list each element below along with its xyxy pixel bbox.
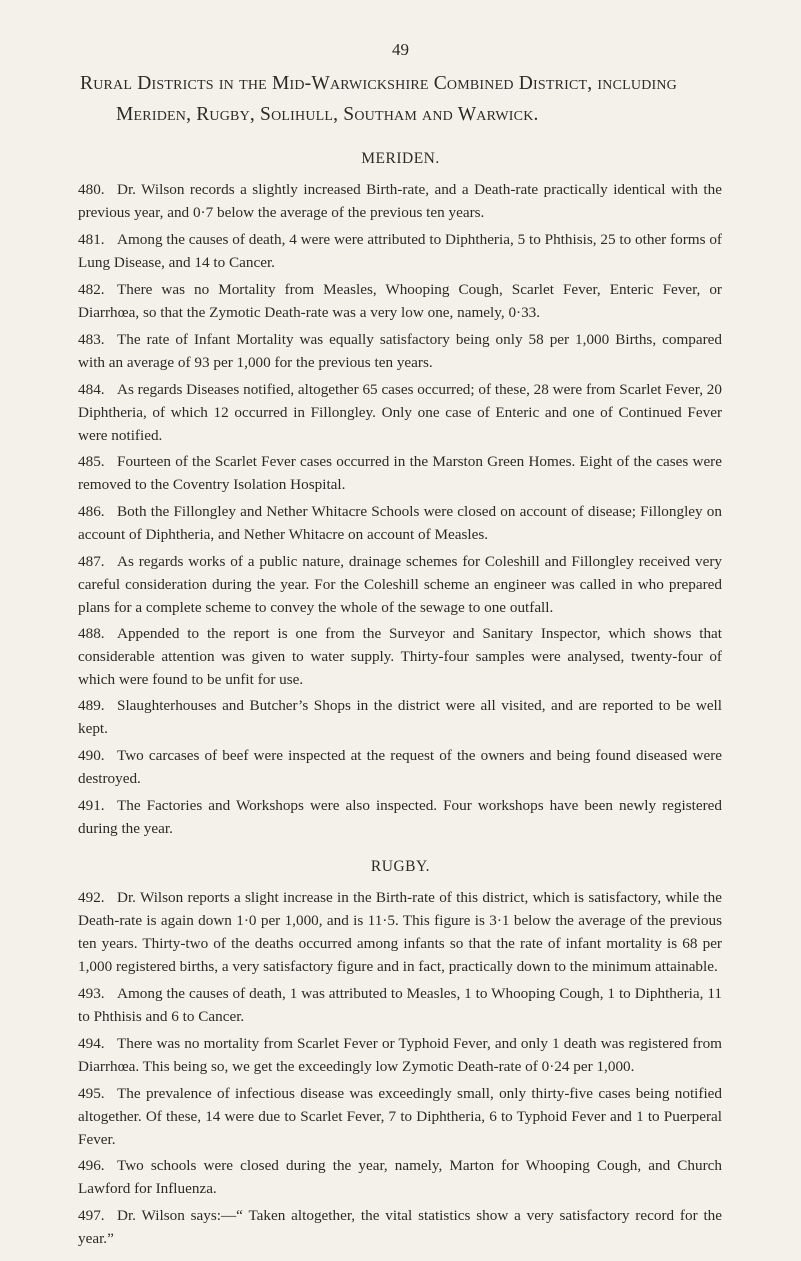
paragraph-number: 483. xyxy=(78,331,105,348)
paragraph-text: As regards Diseases notified, altogether 65 cases occurred; of these, 28 were from Scarlet Fever, 20 Diphtheria, of which 12 occurred in Fillongley. Only one case of Enteric and one of Continued Fever were notified. xyxy=(78,381,722,444)
header-line-1: Rural Districts in the Mid-Warwickshire Combined District, including xyxy=(80,73,677,94)
paragraph-493 xyxy=(78,982,722,1028)
paragraph-490 xyxy=(78,744,722,790)
section-title-meriden: MERIDEN. xyxy=(361,150,440,167)
paragraph-text: Among the causes of death, 4 were were attributed to Diphtheria, 5 to Phthisis, 25 to other forms of Lung Disease, and 14 to Cancer. xyxy=(78,231,722,271)
paragraph-number: 481. xyxy=(78,231,105,248)
paragraph-text: The prevalence of infectious disease was exceedingly small, only thirty-five cases being notified altogether. Of these, 14 were due to Scarlet Fever, 7 to Diphtheria, 6 to Typhoid Fever and 1 to Puerperal Fever. xyxy=(78,1085,722,1148)
paragraph-text: Fourteen of the Scarlet Fever cases occurred in the Marston Green Homes. Eight of the cases were removed to the Coventry Isolation Hospital. xyxy=(78,453,722,493)
paragraph-485 xyxy=(78,450,722,496)
paragraph-492 xyxy=(78,886,722,978)
paragraph-text: Both the Fillongley and Nether Whitacre Schools were closed on account of disease; Fillongley on account of Diphtheria, and Nether Whitacre on account of Measles. xyxy=(78,503,722,543)
paragraph-text: There was no mortality from Scarlet Fever or Typhoid Fever, and only 1 death was registered from Diarrhœa. This being so, we get the exceedingly low Zymotic Death-rate of 0·24 per 1,000. xyxy=(78,1035,722,1075)
paragraph-text: Slaughterhouses and Butcher’s Shops in the district were all visited, and are reported to be well kept. xyxy=(78,697,722,737)
header-line-2: Meriden, Rugby, Solihull, Southam and Warwick. xyxy=(116,104,539,125)
paragraph-484 xyxy=(78,378,722,447)
paragraph-number: 482. xyxy=(78,281,105,298)
paragraph-486 xyxy=(78,500,722,546)
paragraph-491 xyxy=(78,794,722,840)
paragraph-496 xyxy=(78,1154,722,1200)
paragraph-text: Dr. Wilson records a slightly increased Birth-rate, and a Death-rate practically identical with the previous year, and 0·7 below the average of the previous ten years. xyxy=(78,181,722,221)
paragraph-494 xyxy=(78,1032,722,1078)
paragraph-497 xyxy=(78,1204,722,1250)
paragraph-number: 489. xyxy=(78,697,105,714)
paragraph-number: 495. xyxy=(78,1085,105,1102)
paragraph-text: Dr. Wilson says:—“ Taken altogether, the vital statistics show a very satisfactory record for the year.” xyxy=(78,1207,722,1247)
paragraph-487 xyxy=(78,550,722,619)
page-header xyxy=(80,68,740,130)
paragraph-number: 485. xyxy=(78,453,105,470)
page-number: 49 xyxy=(392,40,409,59)
paragraph-text: The Factories and Workshops were also inspected. Four workshops have been newly registered during the year. xyxy=(78,797,722,837)
paragraph-481 xyxy=(78,228,722,274)
paragraph-489 xyxy=(78,694,722,740)
paragraph-488 xyxy=(78,622,722,691)
paragraph-480 xyxy=(78,178,722,224)
paragraph-text: The rate of Infant Mortality was equally satisfactory being only 58 per 1,000 Births, compared with an average of 93 per 1,000 for the previous ten years. xyxy=(78,331,722,371)
paragraph-text: Among the causes of death, 1 was attributed to Measles, 1 to Whooping Cough, 1 to Diphtheria, 11 to Phthisis and 6 to Cancer. xyxy=(78,985,722,1025)
paragraph-number: 496. xyxy=(78,1157,105,1174)
paragraph-text: Dr. Wilson reports a slight increase in the Birth-rate of this district, which is satisfactory, while the Death-rate is again down 1·0 per 1,000, and is 11·5. This figure is 3·1 below the average of the previous ten years. Thirty-two of the deaths occurred among infants so that the rate of infant mortality is 68 per 1,000 registered births, a very satisfactory figure and in fact, practically down to the minimum attainable. xyxy=(78,889,722,975)
paragraph-495 xyxy=(78,1082,722,1151)
paragraph-number: 497. xyxy=(78,1207,105,1224)
paragraph-number: 492. xyxy=(78,889,105,906)
paragraph-number: 490. xyxy=(78,747,105,764)
paragraph-number: 488. xyxy=(78,625,105,642)
paragraph-number: 486. xyxy=(78,503,105,520)
paragraph-number: 484. xyxy=(78,381,105,398)
paragraph-text: As regards works of a public nature, drainage schemes for Coleshill and Fillongley received very careful consideration during the year. For the Coleshill scheme an engineer was called in who prepared plans for a complete scheme to convey the whole of the sewage to one outfall. xyxy=(78,553,722,616)
paragraph-number: 487. xyxy=(78,553,105,570)
paragraph-text: Appended to the report is one from the Surveyor and Sanitary Inspector, which shows that considerable attention was given to water supply. Thirty-four samples were analysed, twenty-four of which were found to be unfit for use. xyxy=(78,625,722,688)
paragraph-number: 493. xyxy=(78,985,105,1002)
paragraph-482 xyxy=(78,278,722,324)
paragraph-text: There was no Mortality from Measles, Whooping Cough, Scarlet Fever, Enteric Fever, or Diarrhœa, so that the Zymotic Death-rate was a very low one, namely, 0·33. xyxy=(78,281,722,321)
paragraph-text: Two carcases of beef were inspected at the request of the owners and being found diseased were destroyed. xyxy=(78,747,722,787)
section-title-rugby: RUGBY. xyxy=(370,858,431,875)
paragraph-text: Two schools were closed during the year, namely, Marton for Whooping Cough, and Church Lawford for Influenza. xyxy=(78,1157,722,1197)
paragraph-number: 494. xyxy=(78,1035,105,1052)
paragraph-number: 480. xyxy=(78,181,105,198)
paragraph-number: 491. xyxy=(78,797,105,814)
paragraph-483 xyxy=(78,328,722,374)
